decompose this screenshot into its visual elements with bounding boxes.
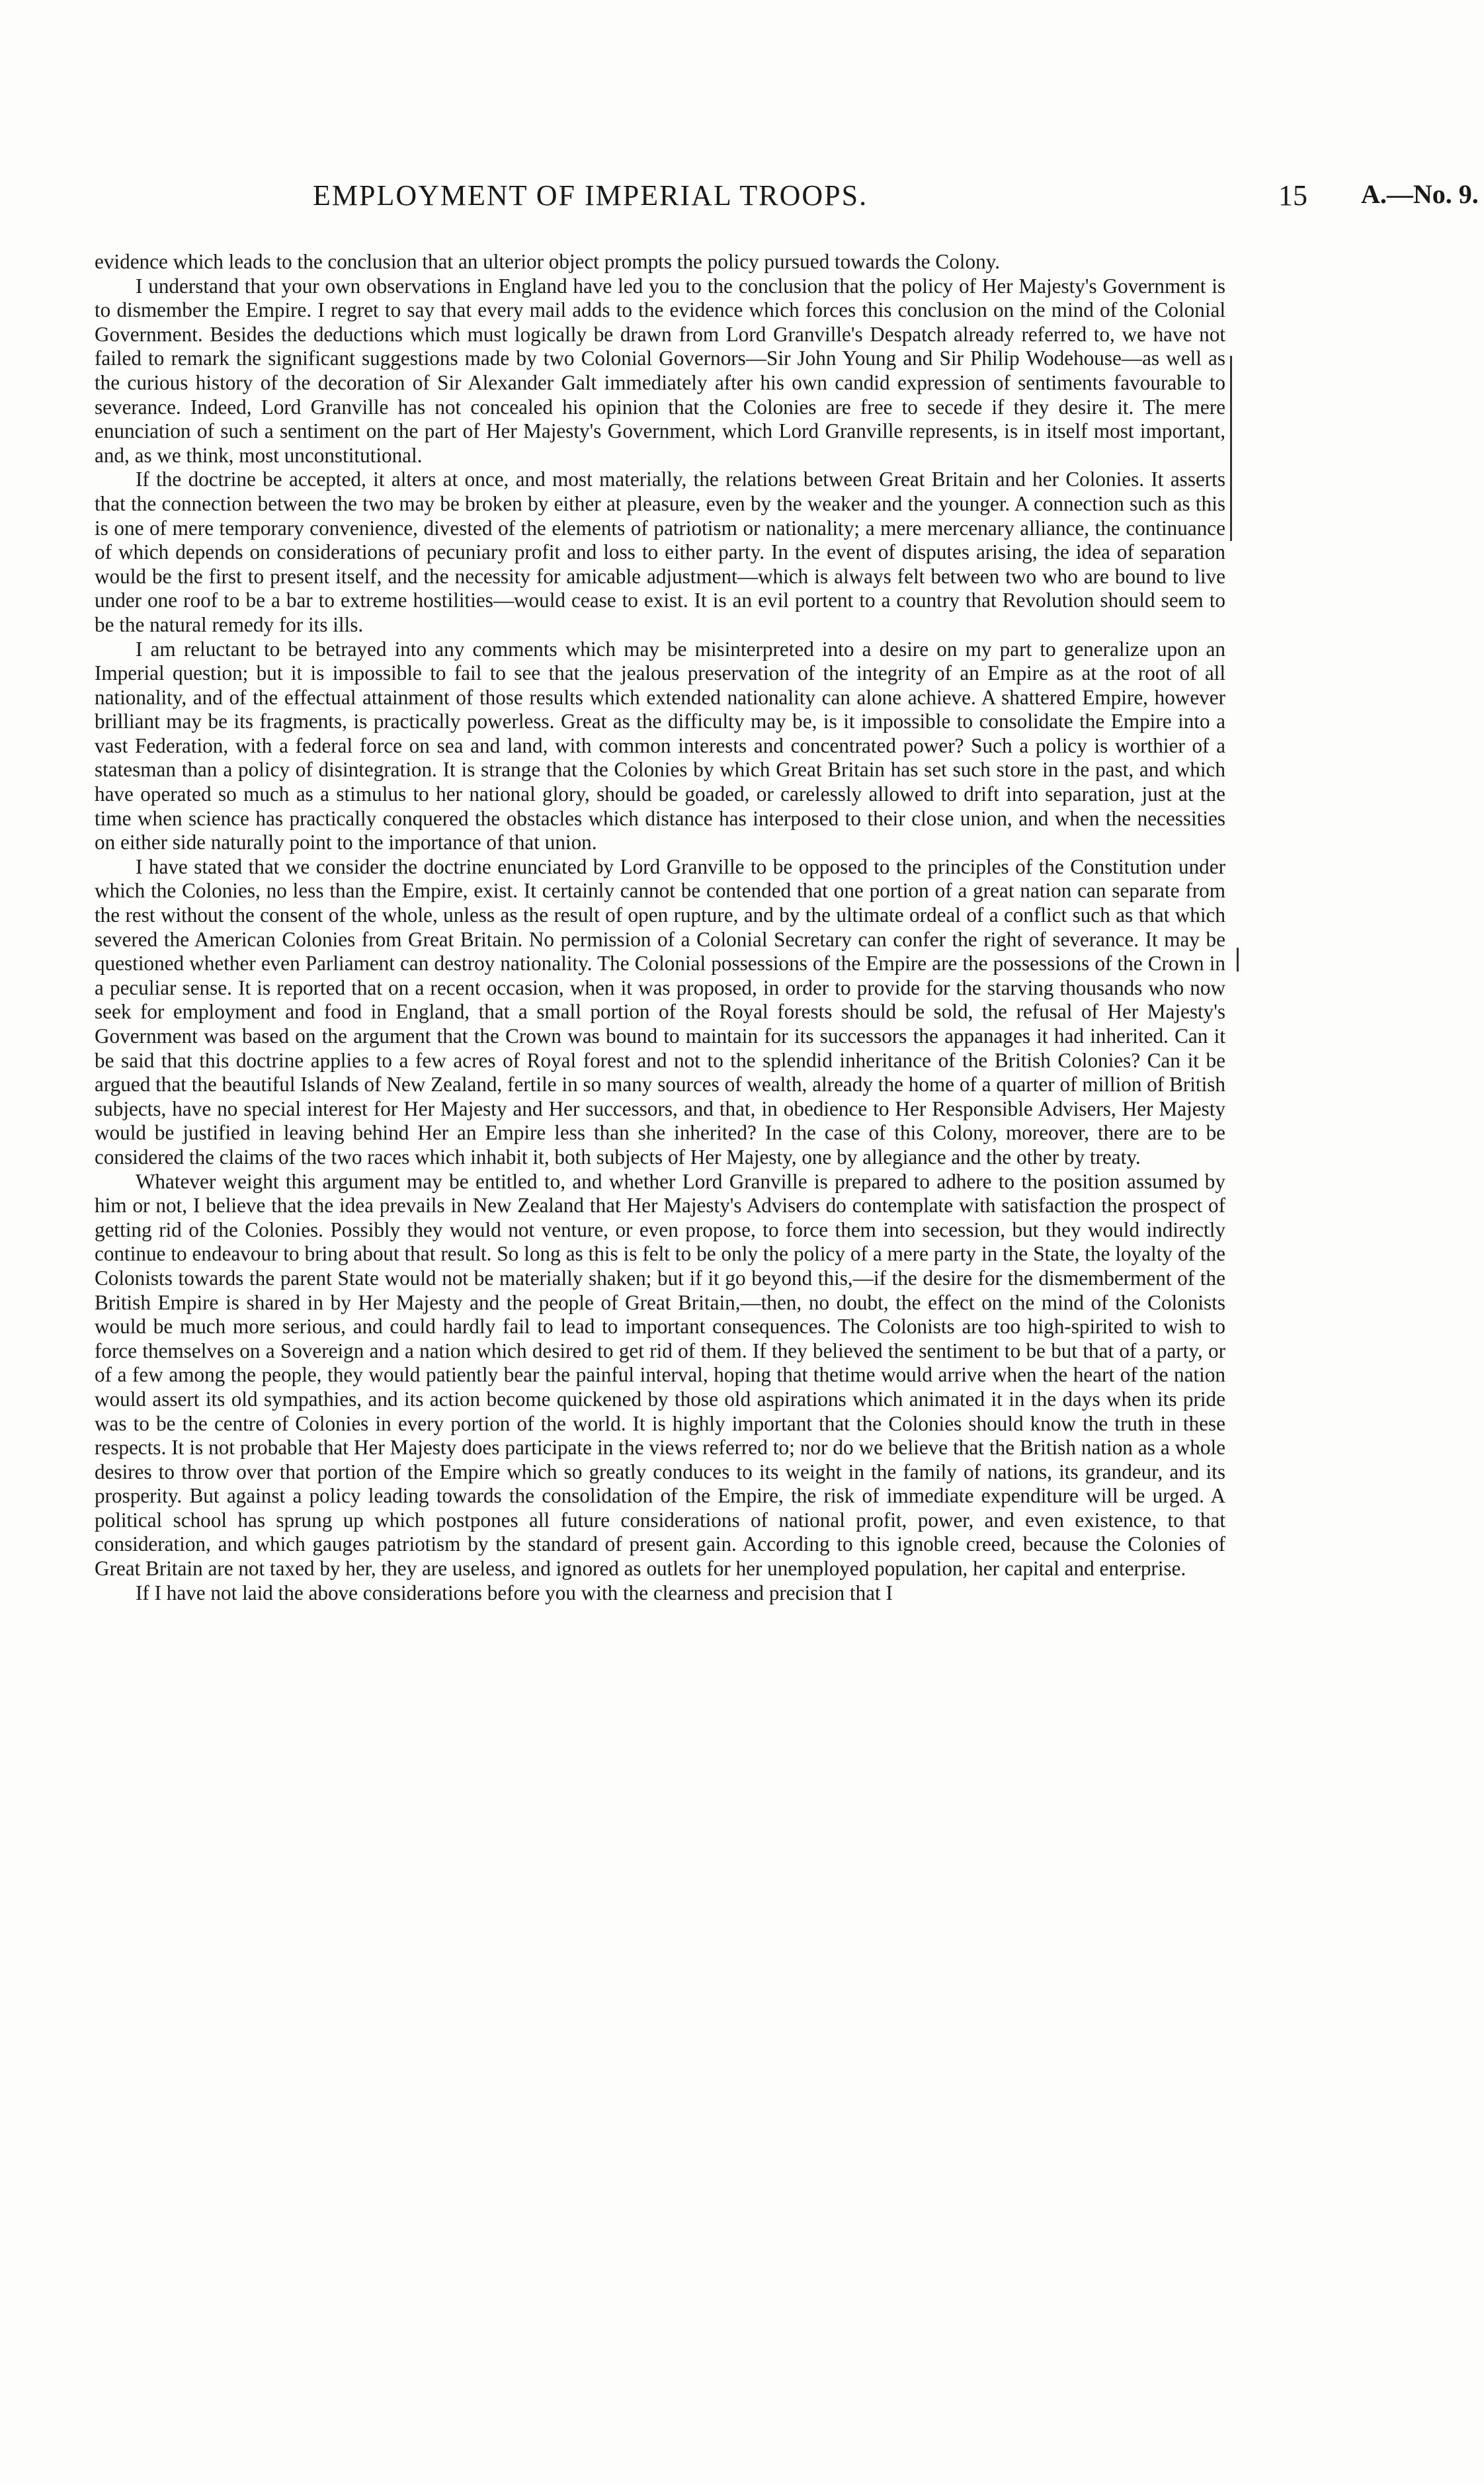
page-header bbox=[95, 179, 1479, 218]
margin-rule bbox=[1237, 948, 1239, 972]
body-text bbox=[95, 250, 1225, 1605]
paragraph: I am reluctant to be betrayed into any comments which may be misinterpreted into a desire on my part to generalize upon an Imperial question; but it is impossible to fail to see that the jealous preservation of the integrity of an Empire as at the root of all nationality, and of the effectual attainment of those results which extended nationality can alone achieve. A shattered Empire, however brilliant may be its fragments, is practically powerless. Great as the difficulty may be, is it impossible to consolidate the Empire into a vast Federation, with a federal force on sea and land, with common interests and concentrated power? Such a policy is worthier of a statesman than a policy of disintegration. It is strange that the Colonies by which Great Britain has set such store in the past, and which have operated so much as a stimulus to her national glory, should be goaded, or carelessly allowed to drift into separation, just at the time when science has practically conquered the obstacles which distance has interposed to their close union, and when the necessities on either side naturally point to the importance of that union. bbox=[95, 637, 1225, 854]
margin-rule bbox=[1230, 356, 1232, 541]
paper-reference: A.—No. 9. bbox=[1361, 179, 1479, 209]
paragraph: If the doctrine be accepted, it alters at once, and most materially, the relations between Great Britain and her Colonies. It asserts that the connection between the two may be broken by either at pleasure, even by the weaker and the younger. A connection such as this is one of mere temporary convenience, divested of the elements of patriotism or nationality; a mere mercenary alliance, the continuance of which depends on considerations of pecuniary profit and loss to either party. In the event of disputes arising, the idea of separation would be the first to present itself, and the necessity for amicable adjustment—which is always felt between two who are bound to live under one roof to be a bar to extreme hostilities—would cease to exist. It is an evil portent to a country that Revolution should seem to be the natural remedy for its ills. bbox=[95, 468, 1225, 636]
paragraph: I have stated that we consider the doctrine enunciated by Lord Granville to be opposed to the principles of the Constitution under which the Colonies, no less than the Empire, exist. It certainly cannot be contended that one portion of a great nation can separate from the rest without the consent of the whole, unless as the result of open rupture, and by the ultimate ordeal of a conflict such as that which severed the American Colonies from Great Britain. No permission of a Colonial Secretary can confer the right of severance. It may be questioned whether even Parliament can destroy nationality. The Colonial possessions of the Empire are the possessions of the Crown in a peculiar sense. It is reported that on a recent occasion, when it was proposed, in order to provide for the starving thousands who now seek for employment and food in England, that a small portion of the Royal forests should be sold, the refusal of Her Majesty's Government was based on the argument that the Crown was bound to maintain for its successors the appanages it had inherited. Can it be said that this doctrine applies to a few acres of Royal forest and not to the splendid inheritance of the British Colonies? Can it be argued that the beautiful Islands of New Zealand, fertile in so many sources of wealth, already the home of a quarter of million of British subjects, have no special interest for Her Majesty and Her successors, and that, in obedience to Her Responsible Advisers, Her Majesty would be justified in leaving behind Her an Empire less than she inherited? In the case of this Colony, moreover, there are to be considered the claims of the two races which inhabit it, both subjects of Her Majesty, one by allegiance and the other by treaty. bbox=[95, 854, 1225, 1169]
paragraph: If I have not laid the above considerations before you with the clearness and precision that I bbox=[136, 1581, 893, 1604]
paragraph: evidence which leads to the conclusion that an ulterior object prompts the policy pursued towards the Colony. bbox=[95, 250, 1001, 273]
paragraph: Whatever weight this argument may be entitled to, and whether Lord Granville is prepared to adhere to the position assumed by him or not, I believe that the idea prevails in New Zealand that Her Majesty's Advisers do contemplate with satisfaction the prospect of getting rid of the Colonies. Possibly they would not venture, or even propose, to force them into secession, but they would indirectly continue to endeavour to bring about that result. So long as this is felt to be only the policy of a mere party in the State, the loyalty of the Colonists towards the parent State would not be materially shaken; but if it go beyond this,—if the desire for the dismemberment of the British Empire is shared in by Her Majesty and the people of Great Britain,—then, no doubt, the effect on the mind of the Colonists would be much more serious, and could hardly fail to lead to important consequences. The Colonists are too high-spirited to wish to force themselves on a Sovereign and a nation which desired to get rid of them. If they believed the sentiment to be but that of a party, or of a few among the people, they would patiently bear the painful interval, hoping that thetime would arrive when the heart of the nation would assert its old sympathies, and its action become quickened by those old aspirations which animated it in the days when its pride was to be the centre of Colonies in every portion of the world. It is highly important that the Colonies should know the truth in these respects. It is not probable that Her Majesty does participate in the views referred to; nor do we believe that the British nation as a whole desires to throw over that portion of the Empire which so greatly conduces to its weight in the family of nations, its grandeur, and its prosperity. But against a policy leading towards the consolidation of the Empire, the risk of immediate expenditure will be urged. A political school has sprung up which postpones all future considerations of national profit, power, and even existence, to that consideration, and which gauges patriotism by the standard of present gain. According to this ignoble creed, because the Colonies of Great Britain are not taxed by her, they are useless, and ignored as outlets for her unemployed population, her capital and enterprise. bbox=[95, 1169, 1225, 1581]
page-number: 15 bbox=[1278, 179, 1307, 212]
paragraph: I understand that your own observations in England have led you to the conclusion that the policy of Her Majesty's Government is to dismember the Empire. I regret to say that every mail adds to the evidence which forces this conclusion on the mind of the Colonial Government. Besides the deductions which must logically be drawn from Lord Granville's Despatch already referred to, we have not failed to remark the significant suggestions made by two Colonial Governors—Sir John Young and Sir Philip Wodehouse—as well as the curious history of the decoration of Sir Alexander Galt immediately after his own candid expression of sentiments favourable to severance. Indeed, Lord Granville has not concealed his opinion that the Colonies are free to secede if they desire it. The mere enunciation of such a sentiment on the part of Her Majesty's Government, which Lord Granville represents, is in itself most important, and, as we think, most unconstitutional. bbox=[95, 274, 1225, 467]
running-title: EMPLOYMENT OF IMPERIAL TROOPS. bbox=[313, 179, 868, 212]
